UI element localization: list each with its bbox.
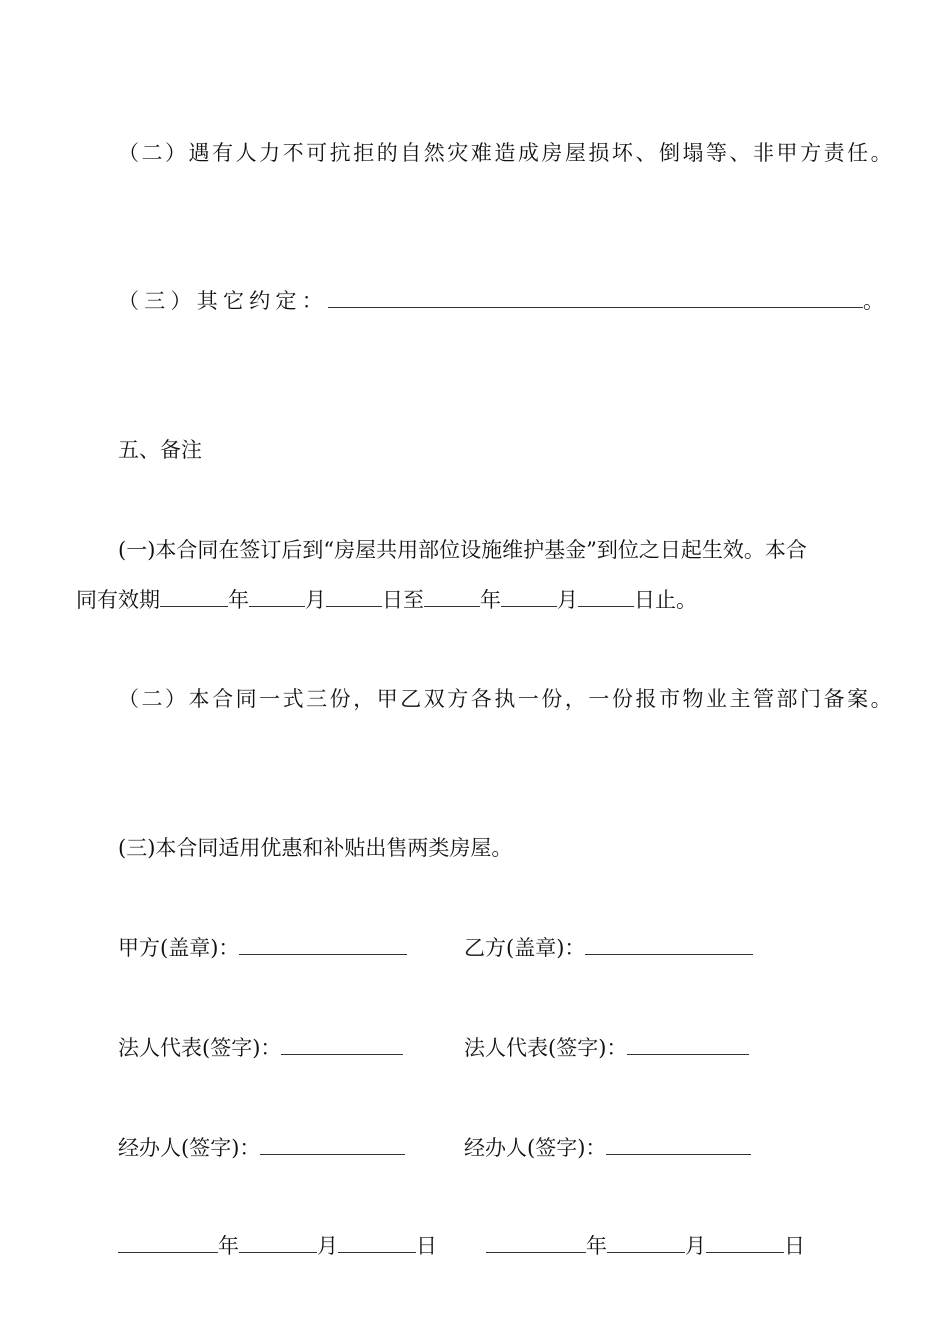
note-item-1-line1: (一)本合同在签订后到“房屋共用部位设施维护基金”到位之日起生效。本合 [118,538,807,562]
party-a-legal-rep-label: 法人代表(签字)： [118,1036,282,1060]
other-agreements-blank[interactable] [328,287,863,308]
start-year-label: 年 [228,588,249,612]
party-a-agent-label: 经办人(签字)： [118,1136,261,1160]
party-a-date-day-label: 日 [416,1234,437,1258]
party-b-date-year-blank[interactable] [486,1232,586,1253]
clause-other-agreements [118,286,884,316]
party-b-seal-blank[interactable] [585,934,753,955]
party-b-seal-label: 乙方(盖章)： [464,936,586,960]
note-item-1-line2 [76,585,697,615]
start-month-label: 月 [305,588,326,612]
party-b-agent-label: 经办人(签字)： [464,1136,607,1160]
party-a-seal-label: 甲方(盖章)： [118,936,240,960]
start-year-blank[interactable] [160,586,228,607]
note-item-3-applicability: (三)本合同适用优惠和补贴出售两类房屋。 [118,836,513,860]
end-day-blank[interactable] [578,586,634,607]
note-item-2-copies: （二）本合同一式三份，甲乙双方各执一份，一份报市物业主管部门备案。 [118,687,895,711]
party-a-date-day-blank[interactable] [338,1232,416,1253]
party-a-seal-row [118,933,407,963]
party-b-legal-rep-blank[interactable] [627,1034,749,1055]
party-b-date-day-blank[interactable] [706,1232,784,1253]
party-b-seal-row [464,933,753,963]
party-b-date-year-label: 年 [586,1234,607,1258]
party-b-agent-row [464,1133,751,1163]
end-month-blank[interactable] [501,586,557,607]
party-b-date-month-blank[interactable] [607,1232,685,1253]
party-a-date-year-label: 年 [218,1234,239,1258]
party-b-legal-rep-row [464,1033,749,1063]
end-day-label: 日止。 [634,588,697,612]
party-b-date-row [486,1231,805,1261]
party-a-legal-rep-blank[interactable] [281,1034,403,1055]
start-day-blank[interactable] [326,586,382,607]
party-a-seal-blank[interactable] [239,934,407,955]
clause-force-majeure: （二）遇有人力不可抗拒的自然灾难造成房屋损坏、倒塌等、非甲方责任。 [118,141,895,165]
other-agreements-label: （三）其它约定： [118,289,328,313]
party-a-agent-row [118,1133,405,1163]
other-agreements-end: 。 [863,289,884,313]
party-a-date-year-blank[interactable] [118,1232,218,1253]
start-day-label: 日至 [382,588,424,612]
validity-prefix: 同有效期 [76,588,160,612]
section-five-heading: 五、备注 [118,438,202,462]
party-a-date-month-label: 月 [317,1234,338,1258]
party-a-agent-blank[interactable] [260,1134,405,1155]
end-month-label: 月 [557,588,578,612]
party-b-agent-blank[interactable] [606,1134,751,1155]
party-a-legal-rep-row [118,1033,403,1063]
party-a-date-row [118,1231,437,1261]
party-a-date-month-blank[interactable] [239,1232,317,1253]
party-b-date-day-label: 日 [784,1234,805,1258]
end-year-label: 年 [480,588,501,612]
party-b-legal-rep-label: 法人代表(签字)： [464,1036,628,1060]
end-year-blank[interactable] [424,586,480,607]
start-month-blank[interactable] [249,586,305,607]
party-b-date-month-label: 月 [685,1234,706,1258]
